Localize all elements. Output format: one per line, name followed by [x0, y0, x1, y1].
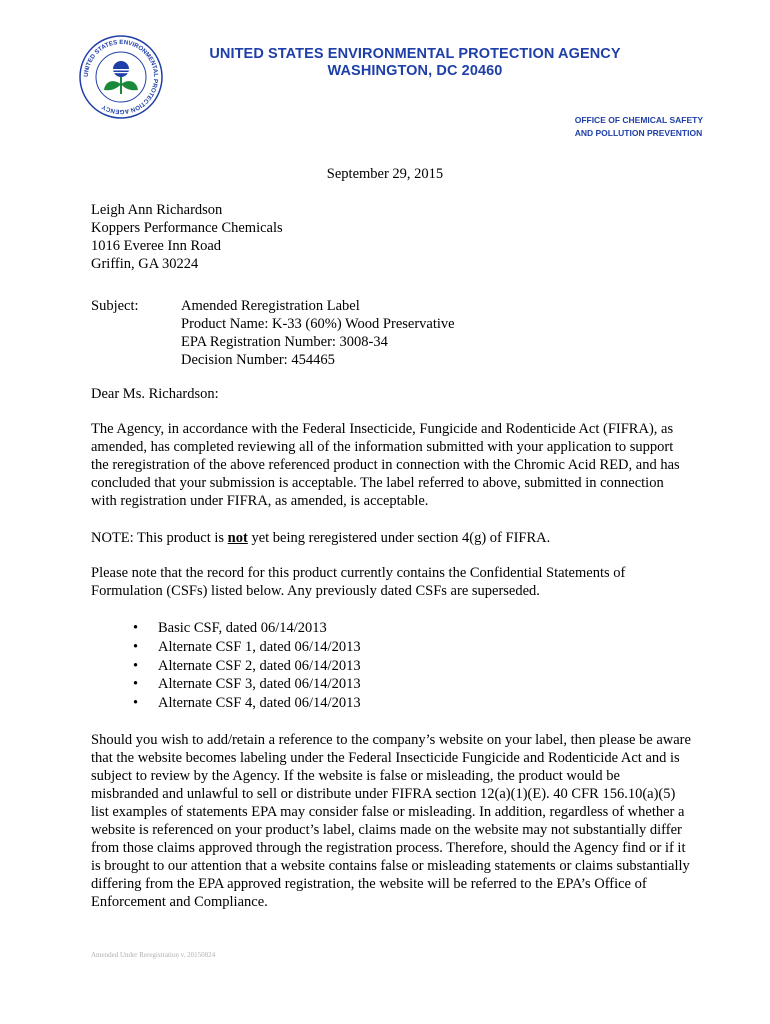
- note-text-after: yet being reregistered under section 4(g) of FIFRA.: [247, 530, 551, 546]
- bullet-icon: •: [133, 676, 139, 693]
- agency-name: UNITED STATES ENVIRONMENTAL PROTECTION AGENCY: [209, 46, 621, 62]
- recipient-address: [91, 201, 691, 273]
- note-paragraph: [91, 529, 691, 547]
- subject-line: Amended Reregistration Label: [181, 298, 360, 314]
- letter-date: September 29, 2015: [326, 166, 444, 182]
- paragraph-csf: Please note that the record for this product currently contains the Confidential Statements of Formulation (CSFs) listed below. Any previously dated CSFs are superseded.: [91, 565, 626, 599]
- paragraph-review: The Agency, in accordance with the Federal Insecticide, Fungicide and Rodenticide Act (FIFRA), as amended, has completed reviewing all of the information submitted with your application to support the reregistration of the above referenced product in connection with the Chromic Acid RED, and has concluded that your submission is acceptable. The label referred to above, submitted in connection with registration under FIFRA, as amended, is acceptable.: [91, 421, 680, 509]
- office-line-1: OFFICE OF CHEMICAL SAFETY: [574, 115, 703, 125]
- list-item: • Alternate CSF 3, dated 06/14/2013: [133, 676, 361, 693]
- subject-line: Product Name: K-33 (60%) Wood Preservative: [181, 316, 455, 332]
- office-line-2: AND POLLUTION PREVENTION: [574, 128, 703, 138]
- subject-label: Subject:: [91, 298, 139, 314]
- recipient-company: Koppers Performance Chemicals: [91, 220, 283, 236]
- bullet-icon: •: [133, 620, 139, 636]
- paragraph-website: Should you wish to add/retain a reference to the company’s website on your label, then please be aware that the website becomes labeling under the Federal Insecticide Fungicide and Rodenticide Act and is subject to review by the Agency. If the website is false or misleading, the product would be misbranded and unlawful to sell or distribute under FIFRA section 12(a)(1)(E). 40 CFR 156.10(a)(5) list examples of statements EPA may consider false or misleading. In addition, regardless of whether a website is referenced on your product’s label, claims made on the website may not substantially differ from those claims approved through the registration process. Therefore, should the Agency find or if it is brought to our attention that a website contains false or misleading statements or claims substantially differing from the EPA approved registration, the website will be referred to the EPA’s Office of Enforcement and Compliance.: [91, 732, 691, 910]
- recipient-city: Griffin, GA 30224: [91, 256, 199, 272]
- bullet-icon: •: [133, 638, 139, 655]
- list-item: • Alternate CSF 2, dated 06/14/2013: [133, 657, 361, 674]
- note-emphasis: not: [227, 530, 248, 546]
- list-item: • Alternate CSF 1, dated 06/14/2013: [133, 638, 361, 655]
- epa-seal-logo: [78, 34, 164, 120]
- subject-block: [181, 297, 455, 369]
- bullet-icon: •: [133, 695, 139, 712]
- list-item: • Alternate CSF 4, dated 06/14/2013: [133, 695, 361, 712]
- bullet-icon: •: [133, 657, 139, 674]
- svg-text:UNITED STATES ENVIRONMENTAL PR: UNITED STATES ENVIRONMENTAL PROTECTION AGENCY: [82, 38, 160, 116]
- subject-line: EPA Registration Number: 3008-34: [181, 334, 388, 350]
- footer-version: Amended Under Reregistration v. 20150824: [91, 951, 216, 959]
- csf-list: [133, 619, 361, 713]
- list-item: • Basic CSF, dated 06/14/2013: [133, 620, 327, 636]
- note-text-before: NOTE: This product is: [91, 530, 228, 546]
- agency-location: WASHINGTON, DC 20460: [327, 63, 503, 79]
- agency-header: [180, 46, 650, 80]
- recipient-street: 1016 Everee Inn Road: [91, 238, 222, 254]
- recipient-name: Leigh Ann Richardson: [91, 202, 223, 218]
- office-header: [575, 114, 703, 140]
- subject-line: Decision Number: 454465: [181, 352, 335, 368]
- salutation: Dear Ms. Richardson:: [91, 386, 219, 402]
